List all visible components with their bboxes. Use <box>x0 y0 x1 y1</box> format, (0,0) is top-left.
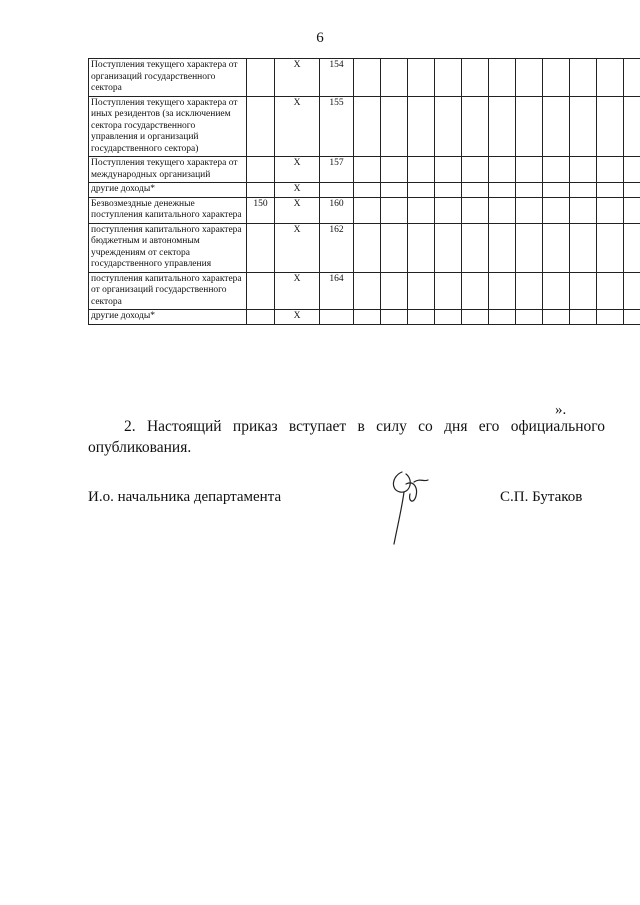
x-mark-cell: Х <box>275 59 320 97</box>
empty-value-cell <box>408 223 435 272</box>
empty-value-cell <box>462 59 489 97</box>
empty-value-cell <box>597 59 624 97</box>
empty-value-cell <box>543 223 570 272</box>
table-row <box>89 59 640 97</box>
empty-value-cell <box>381 197 408 223</box>
row-name-cell: Поступления текущего характера от иных резидентов (за исключением сектора государственного управления и организаций государственного сектора) <box>89 96 247 157</box>
empty-value-cell <box>624 272 640 310</box>
empty-value-cell <box>408 310 435 325</box>
empty-value-cell <box>381 59 408 97</box>
page-number: 6 <box>316 30 324 46</box>
empty-value-cell <box>489 310 516 325</box>
empty-value-cell <box>516 223 543 272</box>
empty-value-cell <box>516 310 543 325</box>
empty-value-cell <box>489 223 516 272</box>
empty-value-cell <box>381 310 408 325</box>
empty-value-cell <box>597 197 624 223</box>
x-mark-cell: Х <box>275 157 320 183</box>
line-code-cell <box>247 223 275 272</box>
empty-value-cell <box>597 272 624 310</box>
empty-value-cell <box>435 310 462 325</box>
line-code-cell <box>247 310 275 325</box>
empty-value-cell <box>462 223 489 272</box>
empty-value-cell <box>435 157 462 183</box>
empty-value-cell <box>597 223 624 272</box>
empty-value-cell <box>624 183 640 198</box>
empty-value-cell <box>516 183 543 198</box>
empty-value-cell <box>624 157 640 183</box>
empty-value-cell <box>408 197 435 223</box>
signer-title: И.о. начальника департамента <box>88 489 282 505</box>
x-mark-cell: Х <box>275 310 320 325</box>
empty-value-cell <box>408 96 435 157</box>
signer-name: С.П. Бутаков <box>500 489 583 505</box>
empty-value-cell <box>462 157 489 183</box>
x-mark-cell: Х <box>275 183 320 198</box>
x-mark-cell: Х <box>275 197 320 223</box>
line-code-cell <box>247 272 275 310</box>
row-name-cell: поступления капитального характера бюджетным и автономным учреждениям от сектора государственного управления <box>89 223 247 272</box>
kosgu-code-cell <box>320 310 354 325</box>
empty-value-cell <box>462 272 489 310</box>
row-name-cell: Поступления текущего характера от организаций государственного сектора <box>89 59 247 97</box>
empty-value-cell <box>543 59 570 97</box>
line-code-cell <box>247 96 275 157</box>
order-paragraph: 2. Настоящий приказ вступает в силу со дня его официального опубликования. <box>88 418 605 456</box>
empty-value-cell <box>570 272 597 310</box>
line-code-cell <box>247 59 275 97</box>
empty-value-cell <box>597 183 624 198</box>
empty-value-cell <box>543 310 570 325</box>
empty-value-cell <box>435 197 462 223</box>
empty-value-cell <box>543 96 570 157</box>
table-row <box>89 310 640 325</box>
empty-value-cell <box>489 183 516 198</box>
table-row <box>89 272 640 310</box>
empty-value-cell <box>381 96 408 157</box>
empty-value-cell <box>489 157 516 183</box>
row-name-cell: другие доходы* <box>89 310 247 325</box>
empty-value-cell <box>354 223 381 272</box>
empty-value-cell <box>624 197 640 223</box>
empty-value-cell <box>543 272 570 310</box>
empty-value-cell <box>597 157 624 183</box>
empty-value-cell <box>462 96 489 157</box>
line-code-cell <box>247 157 275 183</box>
empty-value-cell <box>354 310 381 325</box>
kosgu-code-cell: 162 <box>320 223 354 272</box>
empty-value-cell <box>489 59 516 97</box>
empty-value-cell <box>354 183 381 198</box>
empty-value-cell <box>354 157 381 183</box>
empty-value-cell <box>354 272 381 310</box>
empty-value-cell <box>624 59 640 97</box>
empty-value-cell <box>570 183 597 198</box>
kosgu-code-cell <box>320 183 354 198</box>
empty-value-cell <box>435 272 462 310</box>
empty-value-cell <box>408 272 435 310</box>
empty-value-cell <box>516 59 543 97</box>
kosgu-code-cell: 154 <box>320 59 354 97</box>
x-mark-cell: Х <box>275 272 320 310</box>
table-row <box>89 223 640 272</box>
empty-value-cell <box>624 96 640 157</box>
empty-value-cell <box>570 96 597 157</box>
empty-value-cell <box>570 157 597 183</box>
empty-value-cell <box>354 59 381 97</box>
kosgu-code-cell: 155 <box>320 96 354 157</box>
empty-value-cell <box>516 272 543 310</box>
kosgu-code-cell: 160 <box>320 197 354 223</box>
kosgu-code-cell: 164 <box>320 272 354 310</box>
empty-value-cell <box>570 197 597 223</box>
income-table-body <box>89 59 640 325</box>
empty-value-cell <box>408 157 435 183</box>
line-code-cell <box>247 183 275 198</box>
empty-value-cell <box>543 157 570 183</box>
empty-value-cell <box>381 223 408 272</box>
empty-value-cell <box>435 183 462 198</box>
table-row <box>89 157 640 183</box>
income-table <box>88 58 640 325</box>
table-row <box>89 197 640 223</box>
handwritten-signature <box>380 462 440 552</box>
empty-value-cell <box>462 310 489 325</box>
empty-value-cell <box>435 59 462 97</box>
empty-value-cell <box>408 59 435 97</box>
empty-value-cell <box>462 183 489 198</box>
empty-value-cell <box>354 96 381 157</box>
row-name-cell: Безвозмездные денежные поступления капитального характера <box>89 197 247 223</box>
empty-value-cell <box>462 197 489 223</box>
empty-value-cell <box>408 183 435 198</box>
row-name-cell: поступления капитального характера от организаций государственного сектора <box>89 272 247 310</box>
empty-value-cell <box>489 197 516 223</box>
x-mark-cell: Х <box>275 96 320 157</box>
kosgu-code-cell: 157 <box>320 157 354 183</box>
table-row <box>89 183 640 198</box>
empty-value-cell <box>516 157 543 183</box>
empty-value-cell <box>597 310 624 325</box>
empty-value-cell <box>354 197 381 223</box>
empty-value-cell <box>570 310 597 325</box>
empty-value-cell <box>381 272 408 310</box>
x-mark-cell: Х <box>275 223 320 272</box>
row-name-cell: другие доходы* <box>89 183 247 198</box>
empty-value-cell <box>570 59 597 97</box>
empty-value-cell <box>570 223 597 272</box>
line-code-cell: 150 <box>247 197 275 223</box>
empty-value-cell <box>597 96 624 157</box>
empty-value-cell <box>381 157 408 183</box>
empty-value-cell <box>624 310 640 325</box>
empty-value-cell <box>624 223 640 272</box>
empty-value-cell <box>435 96 462 157</box>
empty-value-cell <box>543 183 570 198</box>
empty-value-cell <box>489 272 516 310</box>
table-row <box>89 96 640 157</box>
empty-value-cell <box>543 197 570 223</box>
closing-quote: ». <box>555 402 567 418</box>
empty-value-cell <box>516 96 543 157</box>
empty-value-cell <box>435 223 462 272</box>
empty-value-cell <box>381 183 408 198</box>
empty-value-cell <box>516 197 543 223</box>
empty-value-cell <box>489 96 516 157</box>
row-name-cell: Поступления текущего характера от международных организаций <box>89 157 247 183</box>
